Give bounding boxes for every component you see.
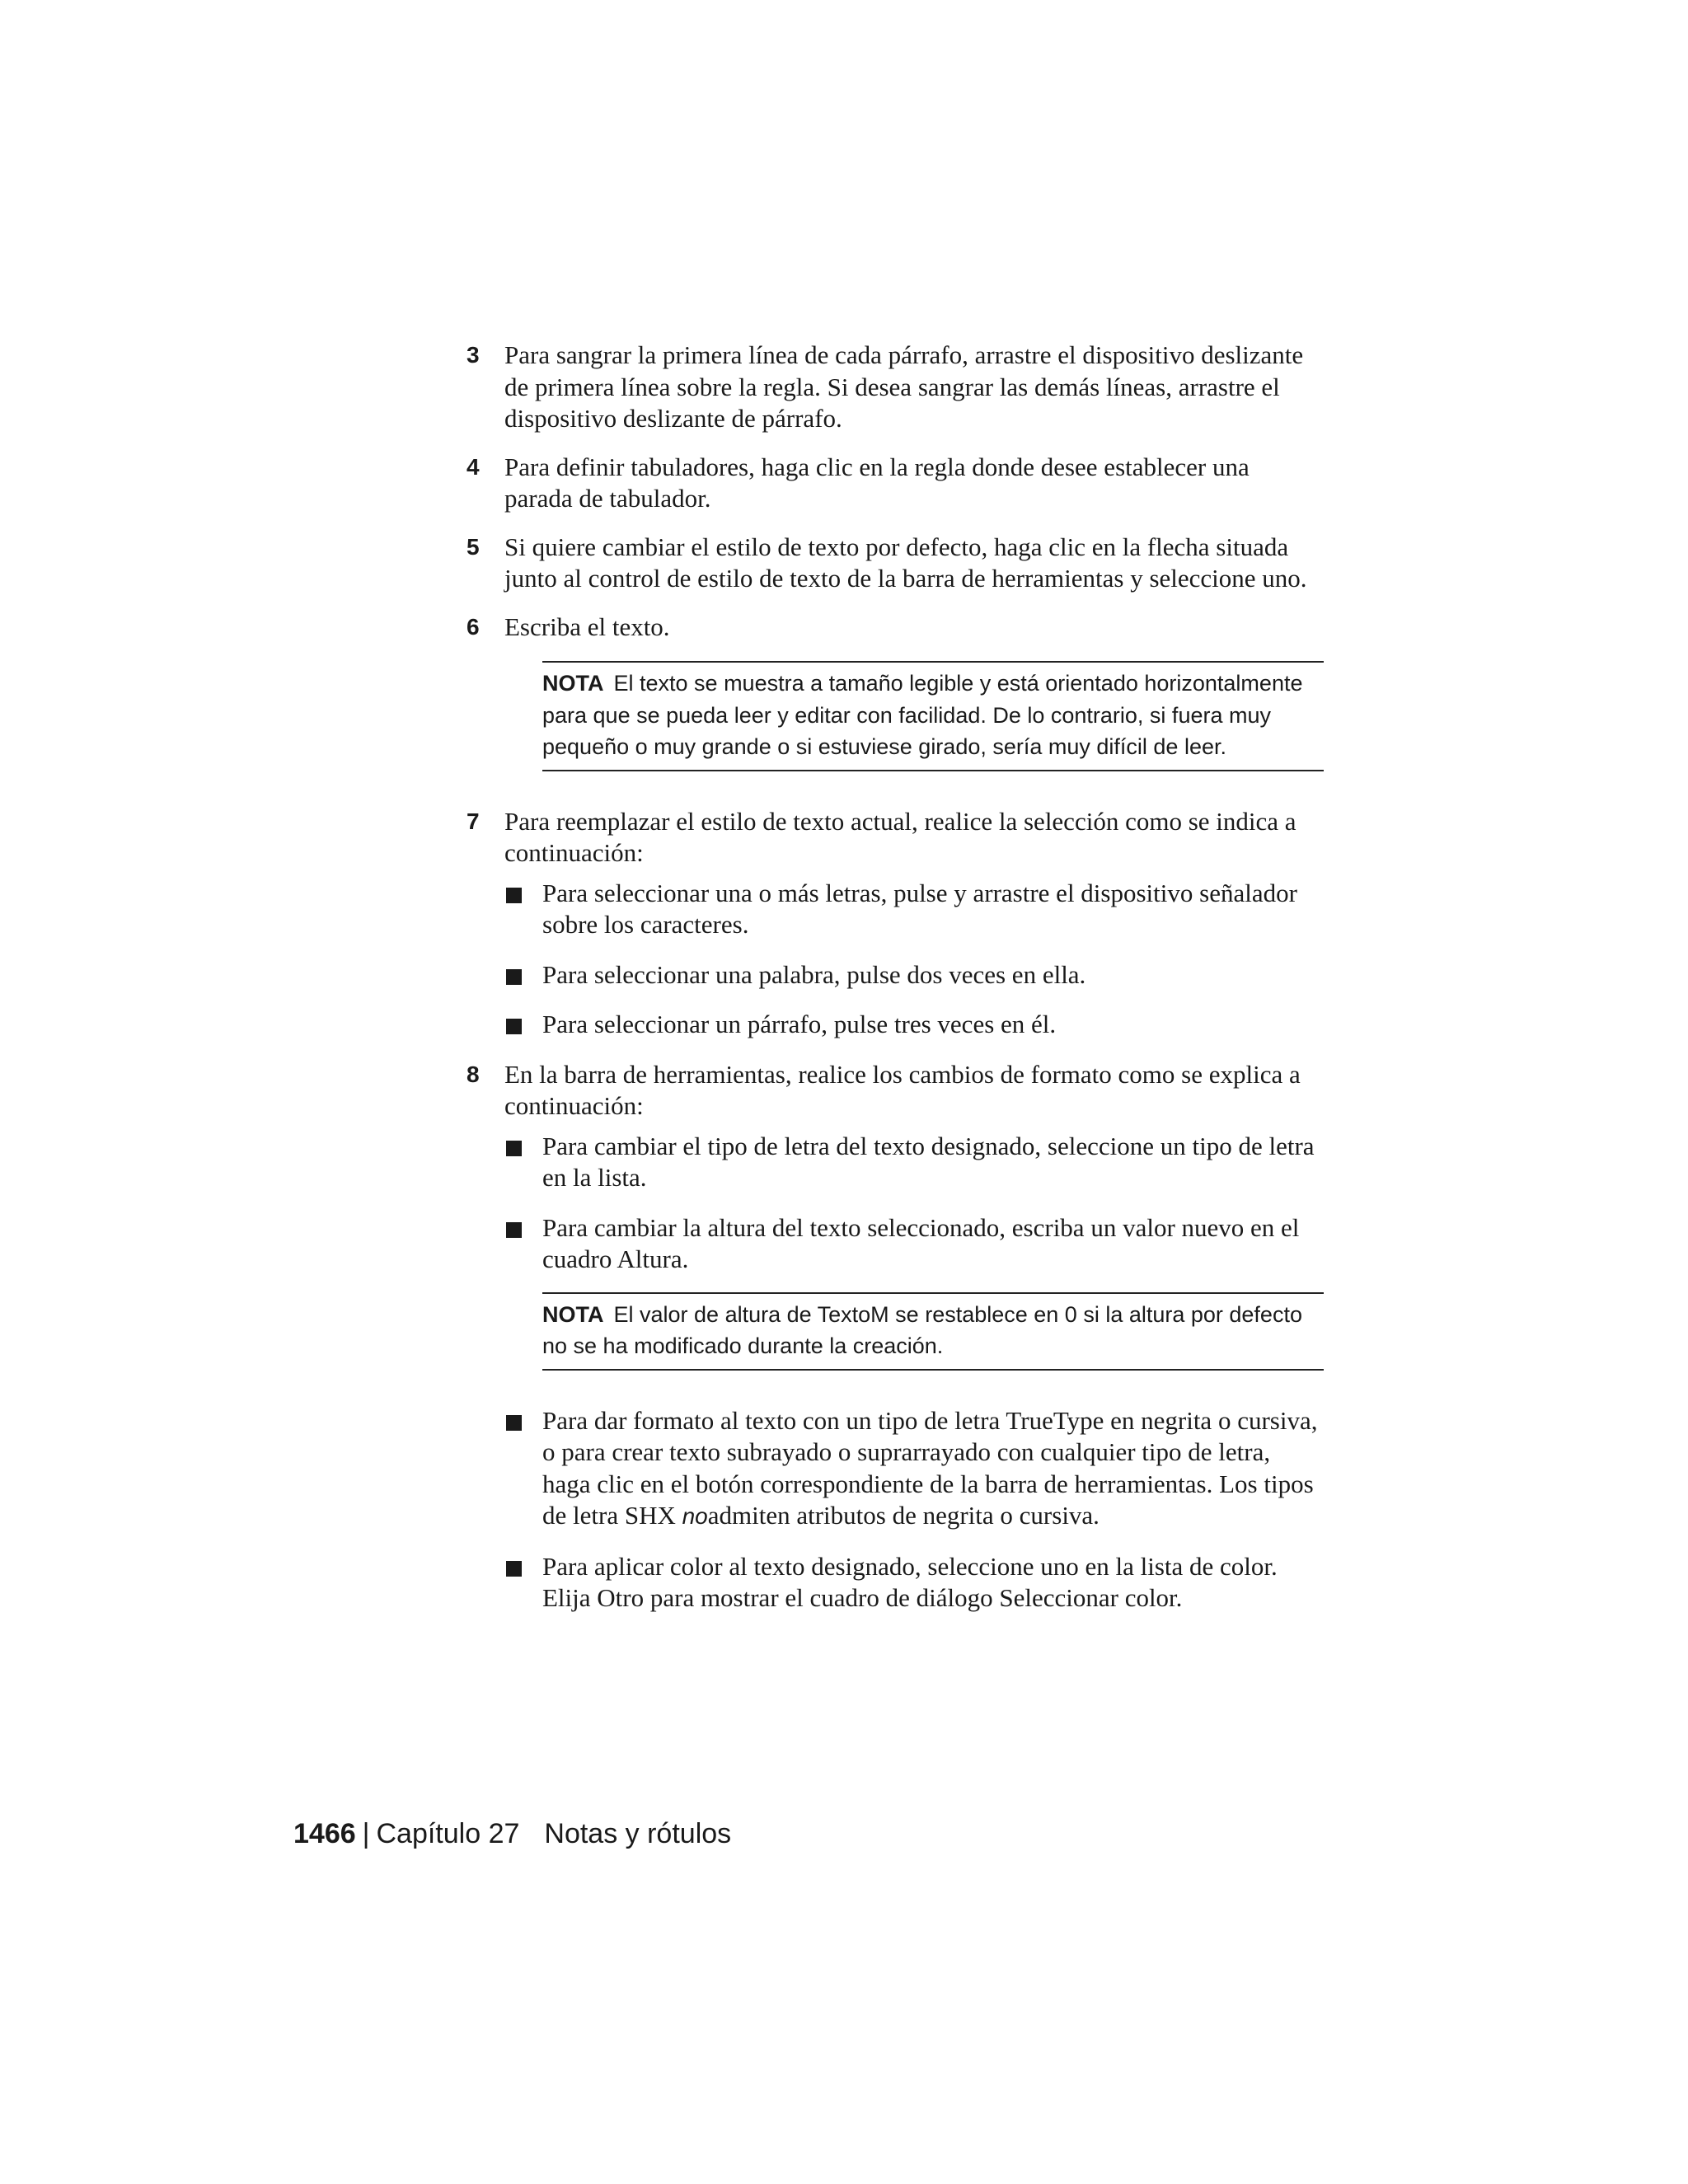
step-number: 7 [467,808,480,834]
step-number: 8 [467,1061,480,1087]
list-item-text: Para seleccionar una o más letras, pulse y arrastre el dispositivo señalador sobre los caracteres. [542,878,1297,939]
list-item [504,959,1324,991]
step-number: 3 [467,342,480,368]
list-item-text: Para cambiar el tipo de letra del texto designado, seleccione un tipo de letra en la lista. [542,1131,1315,1192]
footer-separator: | [362,1818,370,1849]
step-8 [467,1059,1324,1615]
list-item [504,878,1324,941]
square-bullet-icon [506,888,522,903]
list-item [504,1551,1324,1615]
step-text: En la barra de herramientas, realice los cambios de formato como se explica a continuación: [504,1059,1301,1120]
square-bullet-icon [506,1415,522,1431]
step-text: Para definir tabuladores, haga clic en la regla donde desee establecer una parada de tabulador. [504,452,1250,513]
square-bullet-icon [506,1019,522,1034]
step-number: 6 [467,613,480,640]
note-box [542,661,1324,771]
page-content [467,340,1324,1615]
note-text: El texto se muestra a tamaño legible y está orientado horizontalmente para que se pueda leer y editar con facilidad. De lo contrario, si fuera muy pequeño o muy grande o si estuviese girado, sería muy difícil de leer. [542,671,1303,759]
step-text: Escriba el texto. [504,612,670,641]
list-item-text: Para aplicar color al texto designado, seleccione uno en la lista de color. Elija Otro para mostrar el cuadro de diálogo Seleccionar color. [542,1551,1278,1612]
note-text: El valor de altura de TextoM se restablece en 0 si la altura por defecto no se ha modificado durante la creación. [542,1301,1302,1358]
square-bullet-icon [506,1141,522,1156]
list-item-text [542,1406,1317,1530]
list-item-text: Para seleccionar un párrafo, pulse tres veces en él. [542,1010,1057,1038]
note-label: NOTA [542,1301,604,1327]
bullet-list [504,878,1324,1041]
list-item-text: Para cambiar la altura del texto seleccionado, escriba un valor nuevo en el cuadro Altura. [542,1212,1300,1273]
chapter-label: Capítulo 27 [376,1818,520,1849]
note-label: NOTA [542,671,604,696]
step-text: Para sangrar la primera línea de cada párrafo, arrastre el dispositivo deslizante de primera línea sobre la regla. Si desea sangrar las demás líneas, arrastre el dispositivo deslizante de párrafo. [504,340,1304,433]
step-5 [467,532,1324,595]
list-item [504,1009,1324,1041]
page-number: 1466 [293,1818,356,1849]
list-item [504,1212,1324,1276]
step-6 [467,612,1324,644]
page-footer [293,1817,731,1850]
square-bullet-icon [506,969,522,985]
step-number: 5 [467,533,480,560]
step-text: Si quiere cambiar el estilo de texto por defecto, haga clic en la flecha situada junto al control de estilo de texto de la barra de herramientas y seleccione uno. [504,532,1307,593]
list-item [504,1405,1324,1533]
step-number: 4 [467,453,480,480]
bullet-list [504,1405,1324,1615]
square-bullet-icon [506,1222,522,1238]
list-item-text-end: admiten atributos de negrita o cursiva. [707,1501,1100,1530]
list-item-text-start: Para dar formato al texto con un tipo de letra TrueType en negrita o cursiva, o para crear texto subrayado o suprarrayado con cualquier tipo de letra, haga clic en el botón correspondiente de la barra de herramientas. Los tipos de letra SHX [542,1405,1318,1530]
square-bullet-icon [506,1561,522,1577]
emphasis-text: no [682,1503,708,1529]
step-text: Para reemplazar el estilo de texto actual, realice la selección como se indica a continuación: [504,806,1296,867]
chapter-title: Notas y rótulos [544,1818,732,1849]
bullet-list [504,1131,1324,1276]
list-item [504,1131,1324,1194]
step-4 [467,452,1324,515]
note-box [542,1292,1324,1371]
step-3 [467,340,1324,435]
list-item-text: Para seleccionar una palabra, pulse dos veces en ella. [542,959,1086,989]
step-7 [467,806,1324,1041]
